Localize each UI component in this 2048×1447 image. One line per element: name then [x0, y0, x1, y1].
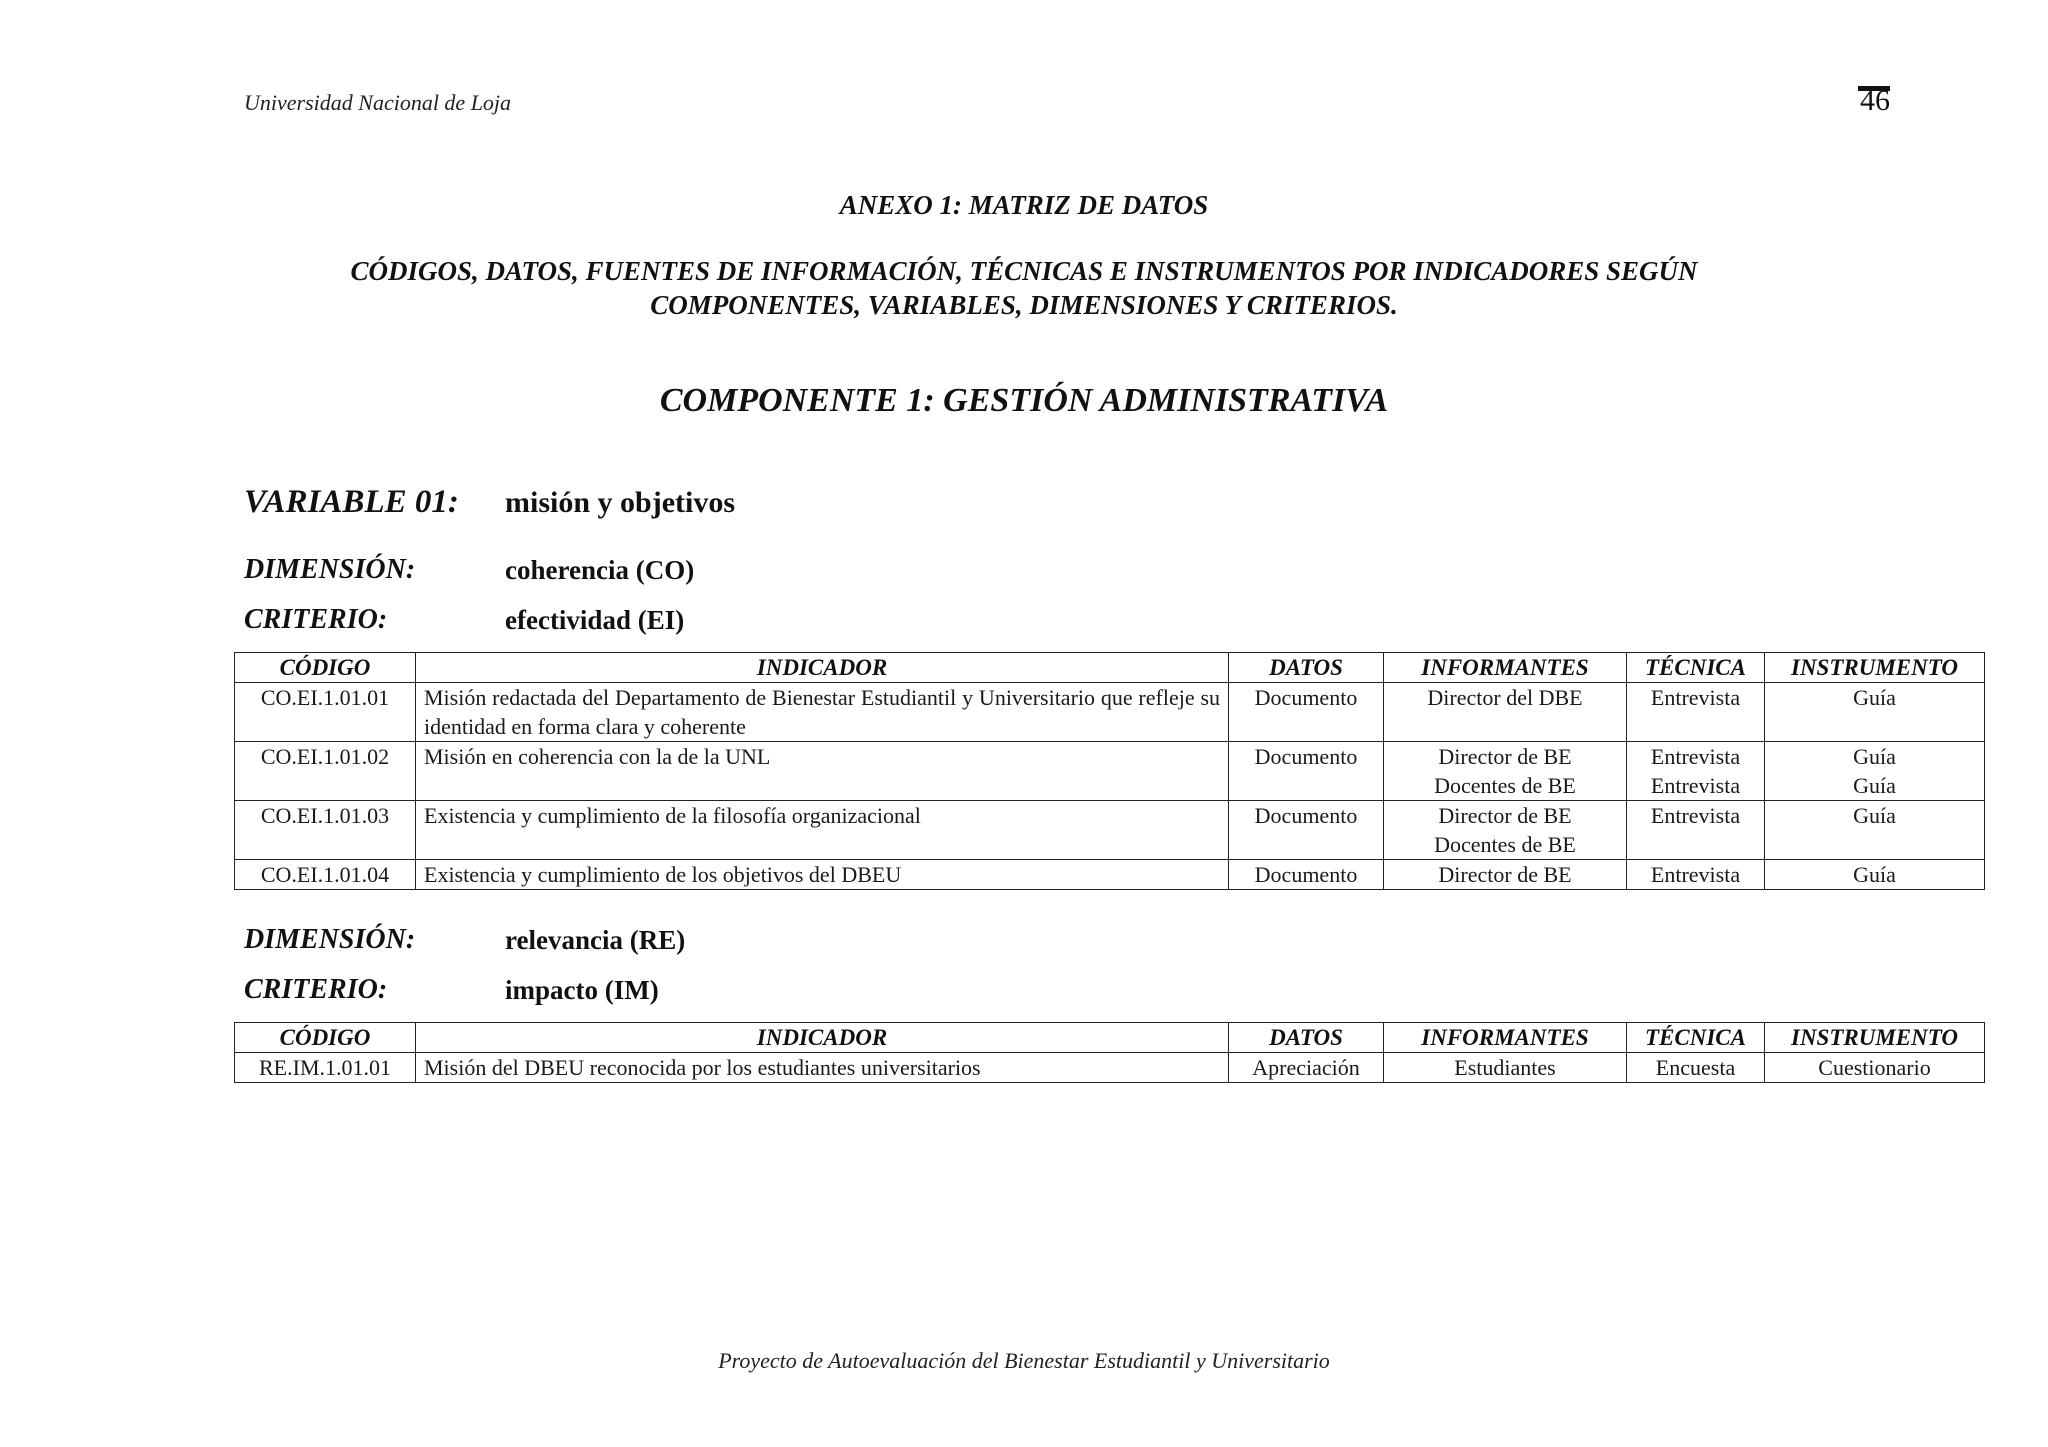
annex-subtitle-line-1: CÓDIGOS, DATOS, FUENTES DE INFORMACIÓN, TÉCNICAS E INSTRUMENTOS POR INDICADORES SEGÚN: [350, 256, 1698, 286]
cell-data: Documento: [1229, 683, 1384, 742]
criterion-2-value: impacto (IM): [505, 975, 659, 1005]
dimension-2-label: DIMENSIÓN:: [244, 924, 416, 955]
header-code: CÓDIGO: [235, 1023, 416, 1053]
cell-technique: [1627, 801, 1765, 860]
criterion-1-value: efectividad (EI): [505, 605, 685, 635]
header-data: DATOS: [1229, 1023, 1384, 1053]
dimension-2-value: relevancia (RE): [505, 925, 686, 955]
table-header-row: [235, 653, 1985, 683]
page-number: 46: [1860, 84, 1890, 117]
header-informants: INFORMANTES: [1384, 653, 1627, 683]
header-instrument: INSTRUMENTO: [1765, 653, 1985, 683]
variable-label: VARIABLE 01:: [244, 484, 459, 520]
cell-technique-line: Entrevista: [1650, 744, 1741, 769]
cell-informants-line: Docentes de BE: [1434, 773, 1576, 798]
header-code: CÓDIGO: [235, 653, 416, 683]
cell-instrument-line: Guía: [1853, 803, 1896, 828]
cell-instrument-line: Guía: [1853, 685, 1896, 710]
cell-informants-line: Director de BE: [1438, 744, 1572, 769]
cell-technique-line: Entrevista: [1650, 803, 1741, 828]
cell-instrument-line: Guía: [1853, 744, 1896, 769]
cell-data: Documento: [1229, 801, 1384, 860]
cell-technique-line: Encuesta: [1655, 1055, 1736, 1080]
table-header-row: [235, 1023, 1985, 1053]
cell-informants-line: Estudiantes: [1454, 1055, 1556, 1080]
cell-indicator: Existencia y cumplimiento de los objetivos del DBEU: [416, 860, 1229, 890]
indicator-table-relevancia: [234, 1022, 1985, 1083]
header-technique: TÉCNICA: [1627, 653, 1765, 683]
dimension-1-value: coherencia (CO): [505, 555, 695, 585]
criterion-2-label: CRITERIO:: [244, 974, 388, 1005]
table-row: [235, 860, 1985, 890]
variable-value: misión y objetivos: [505, 486, 736, 519]
indicator-table-coherencia: [234, 652, 1985, 890]
cell-data: Apreciación: [1229, 1053, 1384, 1083]
cell-code: CO.EI.1.01.04: [235, 860, 416, 890]
header-informants: INFORMANTES: [1384, 1023, 1627, 1053]
dimension-1-label: DIMENSIÓN:: [244, 554, 416, 585]
cell-technique: [1627, 742, 1765, 801]
cell-informants-line: Docentes de BE: [1434, 832, 1576, 857]
cell-code: RE.IM.1.01.01: [235, 1053, 416, 1083]
cell-informants: [1384, 860, 1627, 890]
annex-title: ANEXO 1: MATRIZ DE DATOS: [839, 190, 1209, 220]
header-technique: TÉCNICA: [1627, 1023, 1765, 1053]
cell-technique-line: Entrevista: [1650, 685, 1741, 710]
cell-instrument-line: Cuestionario: [1818, 1055, 1931, 1080]
component-title: COMPONENTE 1: GESTIÓN ADMINISTRATIVA: [659, 382, 1389, 419]
header-indicator: INDICADOR: [416, 1023, 1229, 1053]
cell-informants: [1384, 683, 1627, 742]
cell-data: Documento: [1229, 742, 1384, 801]
table-row: [235, 801, 1985, 860]
header-data: DATOS: [1229, 653, 1384, 683]
criterion-1-label: CRITERIO:: [244, 604, 388, 635]
cell-instrument: [1765, 860, 1985, 890]
cell-instrument: [1765, 801, 1985, 860]
cell-indicator: Existencia y cumplimiento de la filosofía organizacional: [416, 801, 1229, 860]
cell-instrument: [1765, 1053, 1985, 1083]
cell-indicator: Misión del DBEU reconocida por los estudiantes universitarios: [416, 1053, 1229, 1083]
cell-informants-line: Director del DBE: [1427, 685, 1583, 710]
annex-subtitle-line-2: COMPONENTES, VARIABLES, DIMENSIONES Y CRITERIOS.: [650, 290, 1398, 320]
cell-informants-line: Director de BE: [1438, 803, 1572, 828]
cell-technique: [1627, 683, 1765, 742]
cell-informants: [1384, 1053, 1627, 1083]
cell-technique: [1627, 860, 1765, 890]
cell-indicator: Misión en coherencia con la de la UNL: [416, 742, 1229, 801]
cell-instrument-line: Guía: [1853, 862, 1896, 887]
header-indicator: INDICADOR: [416, 653, 1229, 683]
cell-instrument: [1765, 742, 1985, 801]
header-instrument: INSTRUMENTO: [1765, 1023, 1985, 1053]
cell-code: CO.EI.1.01.02: [235, 742, 416, 801]
cell-data: Documento: [1229, 860, 1384, 890]
cell-technique-line: Entrevista: [1650, 773, 1741, 798]
cell-informants: [1384, 742, 1627, 801]
page-footer: Proyecto de Autoevaluación del Bienestar Estudiantil y Universitario: [718, 1348, 1330, 1373]
cell-code: CO.EI.1.01.01: [235, 683, 416, 742]
institution-header: Universidad Nacional de Loja: [244, 90, 512, 115]
cell-instrument-line: Guía: [1853, 773, 1896, 798]
cell-informants: [1384, 801, 1627, 860]
cell-informants-line: Director de BE: [1438, 862, 1572, 887]
cell-technique: [1627, 1053, 1765, 1083]
table-row: [235, 683, 1985, 742]
table-row: [235, 1053, 1985, 1083]
cell-code: CO.EI.1.01.03: [235, 801, 416, 860]
cell-indicator: Misión redactada del Departamento de Bienestar Estudiantil y Universitario que refleje su identidad en forma clara y coherente: [416, 683, 1229, 742]
table-row: [235, 742, 1985, 801]
cell-technique-line: Entrevista: [1650, 862, 1741, 887]
cell-instrument: [1765, 683, 1985, 742]
